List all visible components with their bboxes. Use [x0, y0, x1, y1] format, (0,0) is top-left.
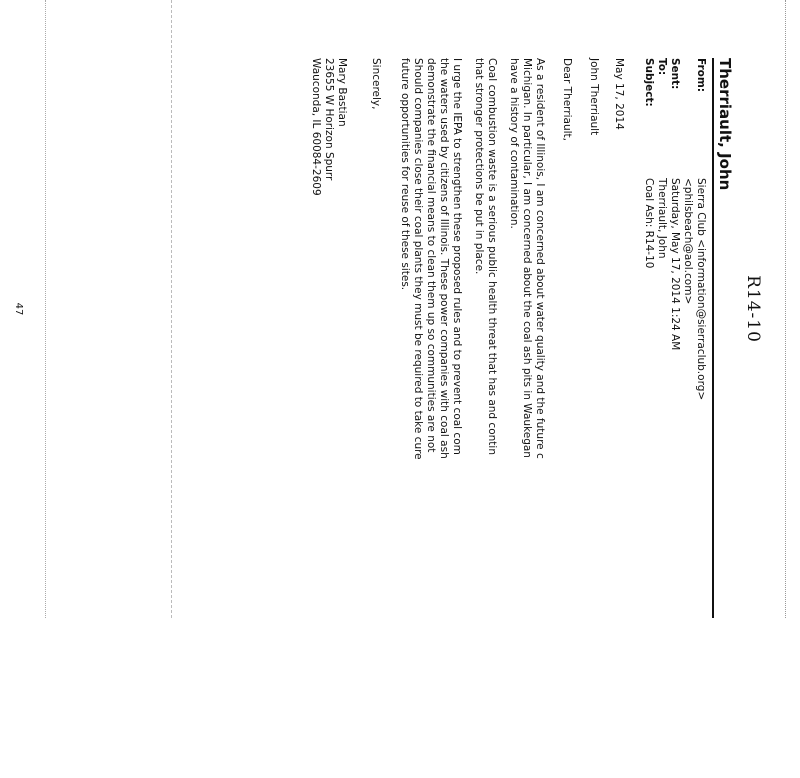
scan-edge-fold — [171, 0, 172, 618]
paragraph-line: that stronger protections be put in place. — [473, 58, 485, 275]
sent-label: Sent: — [669, 58, 681, 90]
paragraph-line: Coal combustion waste is a serious public health threat that has and contin — [486, 58, 498, 455]
paragraph-1 — [507, 58, 546, 778]
letter-date: May 17, 2014 — [613, 58, 625, 130]
paragraph-line: Michigan. In particular, I am concerned about the coal ash pits in Waukegan — [521, 58, 533, 458]
paragraph-line: Should companies close their coal plants they must be required to take cure — [412, 58, 424, 460]
paragraph-line: As a resident of Illinois, I am concerned about water quality and the future c — [534, 58, 546, 459]
scan-edge-top — [785, 0, 786, 618]
paragraph-line: I urge the IEPA to strengthen these proposed rules and to prevent coal com — [451, 58, 463, 455]
paragraph-line: have a history of contamination. — [508, 58, 520, 229]
signature-block — [309, 58, 348, 778]
paragraph-line: future opportunities for reuse of these sites. — [399, 58, 411, 291]
signature-name: Mary Bastian — [336, 58, 348, 127]
from-value-2: <philsbeach@aol.com> — [682, 178, 694, 305]
from-label: From: — [695, 58, 707, 93]
letter-closing: Sincerely, — [370, 58, 382, 110]
letter-recipient: John Therriault — [588, 58, 600, 136]
paragraph-3 — [398, 58, 463, 778]
header-rule — [712, 58, 714, 618]
paragraph-line: the waters used by citizens of Illinois. These power companies with coal ash — [438, 58, 450, 459]
docket-number: R14-10 — [743, 275, 763, 343]
sender-name: Therriault, John — [716, 58, 734, 191]
sent-value: Saturday, May 17, 2014 1:24 AM — [669, 178, 681, 351]
subject-value: Coal Ash: R14-10 — [643, 178, 655, 269]
page-number: 47 — [13, 302, 24, 316]
paragraph-2 — [472, 58, 498, 778]
to-value: Therriault, John — [656, 178, 668, 259]
subject-label: Subject: — [643, 58, 655, 107]
to-label: To: — [656, 58, 668, 76]
letter-salutation: Dear Therriault, — [561, 58, 573, 141]
from-value: Sierra Club <information@sierraclub.org> — [695, 178, 707, 401]
paragraph-line: demonstrate the financial means to clean them up so communities are not — [425, 58, 437, 453]
signature-address-line: Wauconda, IL 60084-2609 — [310, 58, 322, 196]
scan-edge-bottom — [45, 0, 46, 618]
signature-address-line: 23655 W Horizon Spurr — [323, 58, 335, 181]
